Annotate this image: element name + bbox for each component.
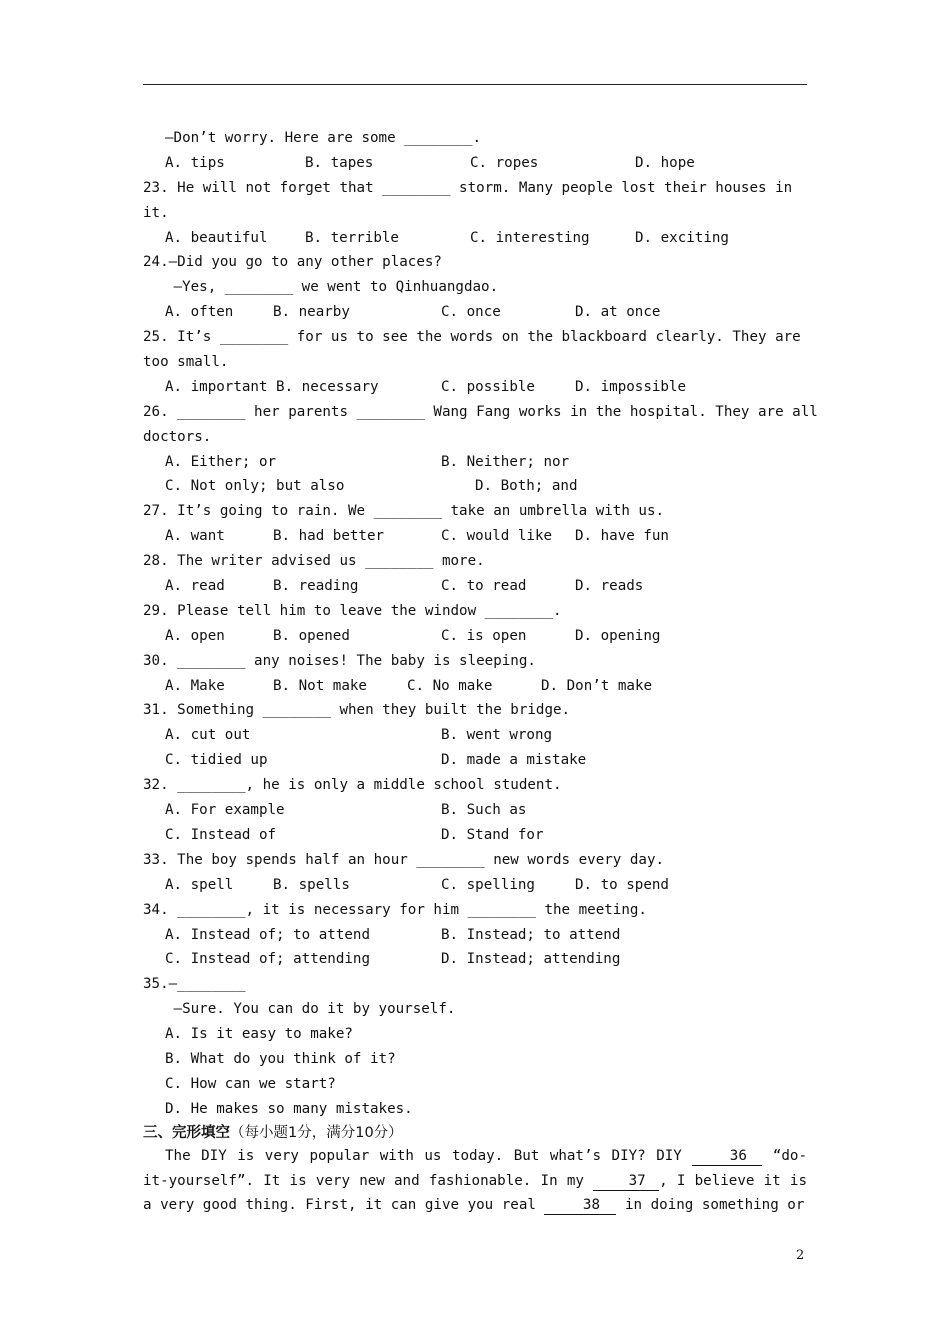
option: A. For example: [165, 802, 285, 819]
question-line: 34. ________, it is necessary for him ________ the meeting.: [143, 901, 647, 918]
question-line: 23. He will not forget that ________ storm. Many people lost their houses in: [143, 179, 793, 196]
option: B. went wrong: [441, 727, 553, 744]
options-row: [143, 923, 807, 948]
option: A. important B. necessary: [165, 378, 379, 395]
question-line: 24.—Did you go to any other places?: [143, 254, 442, 271]
para-text: , I believe it is a very good thing. First, it can give you real: [143, 1172, 807, 1214]
section-note: （每小题1分，满分10分）: [230, 1124, 403, 1141]
options-row: [143, 375, 807, 400]
options-row: [143, 474, 807, 499]
para-text: “do-it-yourself”. It is very new and fashionable. In my: [143, 1147, 807, 1189]
options-row: [143, 624, 807, 649]
option: B. reading: [273, 578, 359, 595]
question-line: it.: [143, 204, 169, 221]
question-line: 35.—________: [143, 976, 246, 993]
option: C. tidied up: [165, 752, 268, 769]
para-text: The DIY is very popular with us today. But what’s DIY? DIY: [165, 1147, 693, 1164]
option: D. hope: [635, 154, 695, 171]
option: B. opened: [273, 627, 350, 644]
option: C. Instead of: [165, 826, 277, 843]
option: C. interesting: [470, 229, 590, 246]
option: A. beautiful: [165, 229, 268, 246]
header-rule: [143, 84, 807, 85]
options-row: [143, 524, 807, 549]
option: B. tapes: [305, 154, 374, 171]
question-line: doctors.: [143, 428, 212, 445]
question-list: [143, 176, 818, 1122]
option: D. to spend: [575, 876, 669, 893]
option: A. read: [165, 578, 225, 595]
options-row: [143, 1022, 807, 1047]
options-row: [143, 947, 807, 972]
option: C. No make: [407, 677, 493, 694]
section-heading: [143, 1122, 807, 1144]
option: B. nearby: [273, 304, 350, 321]
page-content: [143, 126, 818, 1218]
option: D. Don’t make: [541, 677, 653, 694]
option: D. He makes so many mistakes.: [165, 1100, 413, 1117]
option: C. How can we start?: [165, 1075, 336, 1092]
options-row: [143, 1047, 807, 1072]
question-line: 26. ________ her parents ________ Wang Fang works in the hospital. They are all: [143, 403, 818, 420]
options-row: [143, 723, 807, 748]
question-line: 31. Something ________ when they built the bridge.: [143, 702, 571, 719]
options-row: [143, 300, 807, 325]
option: B. spells: [273, 876, 350, 893]
question-line: 28. The writer advised us ________ more.: [143, 553, 485, 570]
option: D. Stand for: [441, 826, 544, 843]
question-line: 32. ________, he is only a middle school student.: [143, 777, 562, 794]
option: D. reads: [575, 578, 644, 595]
options-row: [143, 151, 807, 176]
option: A. want: [165, 528, 225, 545]
option: B. Neither; nor: [441, 453, 570, 470]
cloze-blank: 36: [692, 1147, 762, 1166]
para-text: in doing something or: [616, 1197, 805, 1214]
question-line: 33. The boy spends half an hour ________ new words every day.: [143, 851, 665, 868]
option: C. Not only; but also: [165, 478, 345, 495]
option: A. cut out: [165, 727, 251, 744]
option: A. spell: [165, 876, 234, 893]
option: D. Instead; attending: [441, 951, 621, 968]
option: D. exciting: [635, 229, 729, 246]
option: D. opening: [575, 627, 661, 644]
option: C. possible: [441, 378, 535, 395]
option: B. Such as: [441, 802, 527, 819]
question-line: too small.: [143, 354, 229, 371]
option: A. open: [165, 627, 225, 644]
option: D. made a mistake: [441, 752, 587, 769]
option: B. Instead; to attend: [441, 926, 621, 943]
option: C. would like: [441, 528, 553, 545]
question-line: 30. ________ any noises! The baby is sleeping.: [143, 652, 536, 669]
option: B. had better: [273, 528, 385, 545]
option: C. once: [441, 304, 501, 321]
option: C. ropes: [470, 154, 539, 171]
question-line: 27. It’s going to rain. We ________ take an umbrella with us.: [143, 503, 665, 520]
option: A. Instead of; to attend: [165, 926, 370, 943]
option: A. Either; or: [165, 453, 277, 470]
cloze-blank: 38: [544, 1196, 616, 1215]
option: B. Not make: [273, 677, 367, 694]
options-row: [143, 574, 807, 599]
option: D. impossible: [575, 378, 687, 395]
question-line: —Don’t worry. Here are some ________.: [165, 130, 482, 146]
option: C. is open: [441, 627, 527, 644]
section-title: 三、完形填空: [143, 1124, 230, 1141]
option: A. often: [165, 304, 234, 321]
option: D. at once: [575, 304, 661, 321]
question-line: —Sure. You can do it by yourself.: [165, 1001, 456, 1018]
option: D. Both; and: [475, 478, 578, 495]
options-row: [143, 450, 807, 475]
options-row: [143, 226, 807, 251]
options-row: [143, 1072, 807, 1097]
option: C. Instead of; attending: [165, 951, 370, 968]
option: B. terrible: [305, 229, 399, 246]
options-row: [143, 873, 807, 898]
page-number: 2: [796, 1248, 805, 1263]
options-row: [143, 798, 807, 823]
options-row: [143, 674, 807, 699]
options-row: [143, 823, 807, 848]
option: D. have fun: [575, 528, 669, 545]
option: A. Make: [165, 677, 225, 694]
cloze-blank: 37: [593, 1172, 659, 1191]
option: C. spelling: [441, 876, 535, 893]
option: A. tips: [165, 154, 225, 171]
question-line: 29. Please tell him to leave the window ________.: [143, 602, 562, 619]
option: A. Is it easy to make?: [165, 1026, 353, 1043]
options-row: [143, 748, 807, 773]
option: B. What do you think of it?: [165, 1050, 396, 1067]
option: C. to read: [441, 578, 527, 595]
question-line: —Yes, ________ we went to Qinhuangdao.: [165, 279, 499, 296]
cloze-paragraph: [143, 1144, 807, 1219]
options-row: [143, 1097, 807, 1122]
question-line: 25. It’s ________ for us to see the words on the blackboard clearly. They are: [143, 329, 801, 346]
